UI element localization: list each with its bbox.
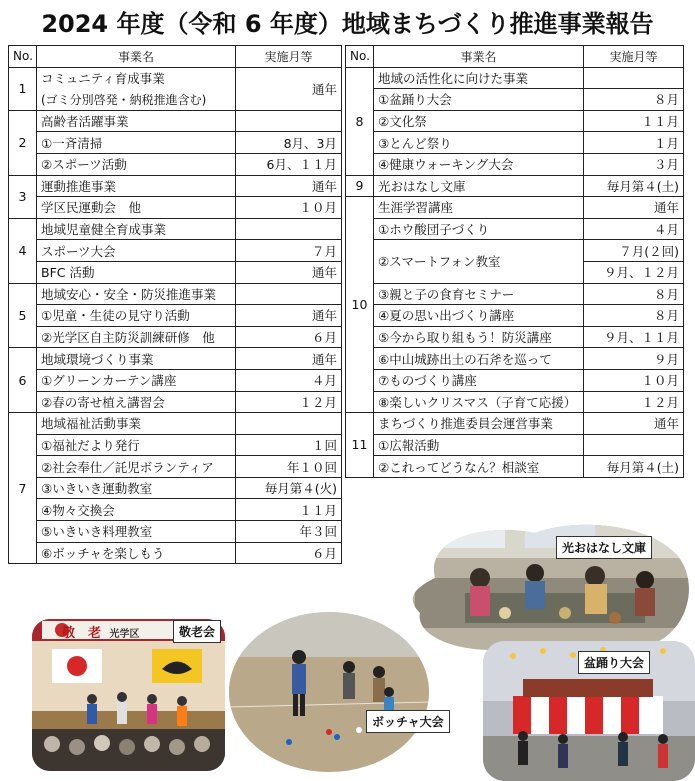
row-name: 地域の活性化に向けた事業 <box>374 67 584 89</box>
caption-boccia: ボッチャ大会 <box>366 710 450 733</box>
table-row <box>9 413 342 435</box>
table-row <box>346 175 684 197</box>
row-month: 通年 <box>236 261 342 283</box>
row-name: ⑥中山城跡出土の石斧を巡って <box>374 348 584 370</box>
row-month: 年３回 <box>236 521 342 543</box>
row-month: 通年 <box>236 348 342 370</box>
keirou-banner-sub: 光学区 <box>109 629 140 640</box>
photo-boccia <box>229 612 429 772</box>
row-name: ⑥ボッチャを楽しもう <box>37 542 236 564</box>
table-row <box>9 110 342 132</box>
table-row <box>346 326 684 348</box>
table-row <box>9 456 342 478</box>
row-name: 地域環境づくり事業 <box>37 348 236 370</box>
caption-bon: 盆踊り大会 <box>578 651 650 674</box>
header-month: 実施月等 <box>236 46 342 68</box>
row-number: 1 <box>9 67 37 110</box>
row-name: ③親と子の食育セミナー <box>374 283 584 305</box>
table-row <box>346 369 684 391</box>
table-row <box>9 153 342 175</box>
row-name: ④夏の思い出づくり講座 <box>374 305 584 327</box>
row-name: ①グリーンカーテン講座 <box>37 369 236 391</box>
row-number: 10 <box>346 197 374 413</box>
table-row <box>9 305 342 327</box>
row-number: 4 <box>9 218 37 283</box>
row-month: 毎月第４(土) <box>584 175 684 197</box>
table-row <box>346 197 684 219</box>
row-name: ⑤いきいき料理教室 <box>37 521 236 543</box>
row-month: 8月、3月 <box>236 132 342 154</box>
table-row <box>346 348 684 370</box>
row-name: 地域児童健全育成事業 <box>37 218 236 240</box>
header-name: 事業名 <box>37 46 236 68</box>
table-row <box>346 132 684 154</box>
table-row <box>346 110 684 132</box>
table-row <box>9 197 342 219</box>
table-row <box>9 542 342 564</box>
row-name: ①一斉清掃 <box>37 132 236 154</box>
table-row <box>9 67 342 89</box>
keirou-banner-text: 敬 老 <box>62 626 102 641</box>
photo-boccia-image <box>229 612 429 772</box>
row-month-2: ９月、１２月 <box>584 261 684 283</box>
table-row <box>9 348 342 370</box>
row-name: コミュニティ育成事業 <box>37 67 236 89</box>
row-month <box>236 218 342 240</box>
row-name: ①広報活動 <box>374 434 584 456</box>
table-row <box>346 434 684 456</box>
row-name: まちづくり推進委員会運営事業 <box>374 413 584 435</box>
row-month: ６月 <box>236 542 342 564</box>
row-month: 年１０回 <box>236 456 342 478</box>
table-row <box>9 521 342 543</box>
row-name: ②社会奉仕／託児ボランティア <box>37 456 236 478</box>
table-row <box>9 477 342 499</box>
row-month: ７月(２回) <box>584 240 684 262</box>
row-name-sub: (ゴミ分別啓発・納税推進含む) <box>37 89 236 111</box>
caption-bunko: 光おはなし文庫 <box>556 536 652 559</box>
table-row <box>346 67 684 89</box>
row-month: １月 <box>584 132 684 154</box>
table-row <box>9 369 342 391</box>
row-month: １回 <box>236 434 342 456</box>
table-header <box>9 46 342 68</box>
row-month: ８月 <box>584 305 684 327</box>
row-number: 9 <box>346 175 374 197</box>
row-month: 毎月第４(土) <box>584 456 684 478</box>
row-name: ②光学区自主防災訓練研修 他 <box>37 326 236 348</box>
page-title: 2024 年度（令和 6 年度）地域まちづくり推進事業報告 <box>41 10 654 38</box>
row-month <box>236 413 342 435</box>
table-row <box>346 413 684 435</box>
row-name: 運動推進事業 <box>37 175 236 197</box>
row-name: ④健康ウォーキング大会 <box>374 153 584 175</box>
row-name: 生涯学習講座 <box>374 197 584 219</box>
table-row <box>9 175 342 197</box>
row-month <box>584 434 684 456</box>
table-row <box>9 218 342 240</box>
row-month: ７月 <box>236 240 342 262</box>
row-name: 地域安心・安全・防災推進事業 <box>37 283 236 305</box>
report-table-left <box>8 45 342 564</box>
table-row <box>9 132 342 154</box>
table-row <box>346 456 684 478</box>
table-row <box>9 261 342 283</box>
table-row <box>346 283 684 305</box>
table-row <box>9 326 342 348</box>
row-name: 学区民運動会 他 <box>37 197 236 219</box>
row-month: ４月 <box>584 218 684 240</box>
row-number: 7 <box>9 413 37 564</box>
header-no: No. <box>9 46 37 68</box>
row-month <box>236 110 342 132</box>
row-month: 通年 <box>584 413 684 435</box>
row-name: スポーツ大会 <box>37 240 236 262</box>
table-header <box>346 46 684 68</box>
row-number: 6 <box>9 348 37 413</box>
row-name: ②春の寄せ植え講習会 <box>37 391 236 413</box>
row-month <box>236 283 342 305</box>
row-month: ８月 <box>584 283 684 305</box>
row-month: １０月 <box>584 369 684 391</box>
table-row <box>346 240 684 262</box>
table-row <box>9 391 342 413</box>
row-month: １０月 <box>236 197 342 219</box>
row-month: ９月、１１月 <box>584 326 684 348</box>
row-name: ②これってどうなん？相談室 <box>374 456 584 478</box>
row-name: BFC 活動 <box>37 261 236 283</box>
row-name: ②文化祭 <box>374 110 584 132</box>
table-row <box>346 391 684 413</box>
row-number: 8 <box>346 67 374 175</box>
row-name: ③いきいき運動教室 <box>37 477 236 499</box>
table-row <box>9 240 342 262</box>
row-month: 毎月第４(火) <box>236 477 342 499</box>
row-name: ④物々交換会 <box>37 499 236 521</box>
row-name: 地域福祉活動事業 <box>37 413 236 435</box>
row-month: 通年 <box>236 305 342 327</box>
table-row <box>9 283 342 305</box>
header-month: 実施月等 <box>584 46 684 68</box>
row-number: 11 <box>346 413 374 478</box>
row-name: ①盆踊り大会 <box>374 89 584 111</box>
row-month: 通年 <box>584 197 684 219</box>
row-month: １１月 <box>584 110 684 132</box>
report-table-right <box>345 45 684 478</box>
table-row <box>346 305 684 327</box>
row-month: ８月 <box>584 89 684 111</box>
table-row <box>9 434 342 456</box>
row-month: １２月 <box>584 391 684 413</box>
row-month <box>584 67 684 89</box>
row-name: ⑧楽しいクリスマス（子育て応援） <box>374 391 584 413</box>
row-number: 5 <box>9 283 37 348</box>
row-name: ③とんど祭り <box>374 132 584 154</box>
row-month: １２月 <box>236 391 342 413</box>
row-name: ①児童・生徒の見守り活動 <box>37 305 236 327</box>
row-month: ４月 <box>236 369 342 391</box>
table-row <box>9 499 342 521</box>
row-month: 通年 <box>236 67 342 110</box>
row-month: 通年 <box>236 175 342 197</box>
row-month: １１月 <box>236 499 342 521</box>
row-name: ②スマートフォン教室 <box>374 240 584 283</box>
row-name: 光おはなし文庫 <box>374 175 584 197</box>
table-row <box>346 153 684 175</box>
row-name: ①福祉だより発行 <box>37 434 236 456</box>
caption-keirou: 敬老会 <box>173 620 221 643</box>
row-name: ②スポーツ活動 <box>37 153 236 175</box>
row-name: ①ホウ酸団子づくり <box>374 218 584 240</box>
row-number: 2 <box>9 110 37 175</box>
row-name: ⑤今から取り組もう！防災講座 <box>374 326 584 348</box>
row-month: ９月 <box>584 348 684 370</box>
row-name: ⑦ものづくり講座 <box>374 369 584 391</box>
row-month: ３月 <box>584 153 684 175</box>
row-number: 3 <box>9 175 37 218</box>
row-name: 高齢者活躍事業 <box>37 110 236 132</box>
header-name: 事業名 <box>374 46 584 68</box>
table-row <box>346 89 684 111</box>
row-month: 6月、１１月 <box>236 153 342 175</box>
header-no: No. <box>346 46 374 68</box>
table-row <box>346 218 684 240</box>
keirou-banner <box>62 622 140 641</box>
row-month: ６月 <box>236 326 342 348</box>
